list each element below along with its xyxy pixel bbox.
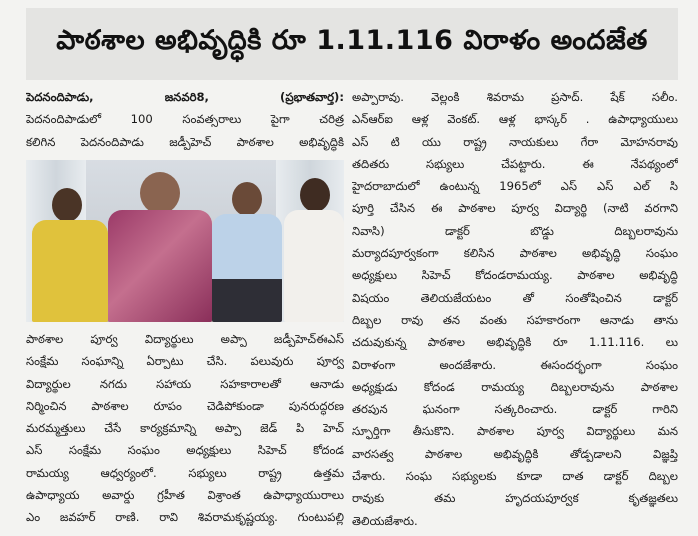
text-line: ఎస్ టి యు రాష్ట్ర నాయకులు గేరా మోహనరావు: [352, 134, 678, 149]
article-column-left-top: [26, 86, 344, 153]
text-line: విషయం తెలియజేయటం తో సంతోషించిన డాక్టర్: [352, 290, 678, 305]
person-member: [284, 178, 344, 322]
text-line: రావుకు తమ హృదయపూర్వక కృతజ్ఞతలు: [352, 491, 678, 506]
news-photo: [26, 160, 344, 322]
text-line: ఎం జవహర్ రాణి. రావి శివరామకృష్ణయ్య. గుంటుపల్లి: [26, 510, 344, 525]
text-line: అధ్యక్షులు సిహెచ్ కోదండరామయ్య. పాఠశాల అభివృద్ధి: [352, 268, 678, 283]
text-line: దిబ్బల రావు తన వంతు సహకారంగా ఆనాడు తాను: [352, 312, 678, 327]
text-line: పూర్తి చేసిన ఈ పాఠశాల పూర్వ విద్యార్థి (నాటి వరగాని: [352, 201, 678, 216]
dateline: పెదనందిపాడు, జనవరి8, (ప్రభాతవార్త):: [26, 90, 344, 104]
text-line: హైదరాబాదులో ఉంటున్న 1965లో ఎస్ ఎస్ ఎల్ సి: [352, 179, 678, 194]
text-line: అధ్యక్షుడు కోదండ రామయ్య దిబ్బలరావును పాఠశాల: [352, 379, 678, 394]
text-line: మరమ్మత్తులు చేసే కార్యక్రమాన్ని అప్పా జెడ్ పి హెచ్: [26, 421, 344, 436]
text-line: వారసత్వ పాఠశాల అభివృద్ధికి తోడ్పడాలని విజ్ఞప్తి: [352, 446, 678, 461]
person-woman: [30, 188, 110, 322]
text-line: తరపున ఘనంగా సత్కరించారు. డాక్టర్ గారిని: [352, 402, 678, 417]
person-presenter: [212, 182, 282, 322]
text-line: స్ఫూర్తిగా తీసుకొని. పాఠశాల పూర్వ విద్యార్థులు మన: [352, 424, 678, 439]
text-line: పాఠశాల పూర్వ విద్యార్థులు అప్పా జడ్పీహెచ్‌ఈఎస్: [26, 332, 344, 346]
headline: పాఠశాల అభివృద్ధికి రూ 1.11.116 విరాళం అందజేత: [26, 8, 678, 80]
article-column-left-bottom: [26, 328, 344, 529]
text-line: సంక్షేమ సంఘాన్ని ఏర్పాటు చేసి. పలువురు పూర్వ: [26, 354, 344, 369]
text-line: చదువుకున్న పాఠశాల అభివృద్ధికి రూ 1.11.116. లు: [352, 335, 678, 350]
article-column-right: [352, 86, 678, 532]
text-line: ఎన్ఆర్‌ఐ ఆళ్ల వెంకట్. ఆళ్ల భాస్కర్ . ఉపాధ్యాయులు: [352, 112, 678, 127]
text-line: నిర్మించిన పాఠశాల రూపం చెడిపోకుండా పునరుద్ధరణ: [26, 398, 344, 413]
text-line: తదితరు సభ్యులు చేపట్టారు. ఈ నేపథ్యంలో: [352, 156, 678, 171]
person-honoree: [108, 172, 212, 322]
text-line: రామయ్య ఆధ్వర్యంలో. సభ్యులు రాష్ట్ర ఉత్తమ: [26, 465, 344, 480]
text-line: నివాసి) డాక్టర్ బొడ్డు దిబ్బలరావును: [352, 223, 678, 238]
text-line: పెదనందిపాడులో 100 సంవత్సరాలు పైగా చరిత్ర: [26, 112, 344, 127]
text-line: చేశారు. సంఘ సభ్యులకు కూడా దాత డాక్టర్ దిబ్బల: [352, 469, 678, 484]
text-line: విరాళంగా అందజేశారు. ఈసందర్భంగా సంఘం: [352, 357, 678, 372]
text-line: అప్పారావు. వెల్లంకి శివరామ ప్రసాద్. షేక్ సలీం.: [352, 90, 678, 104]
text-line: ఉపాధ్యాయ అవార్డు గ్రహీత విశ్రాంత ఉపాధ్యాయురాలు: [26, 488, 344, 503]
text-line: విద్యార్థుల నగదు సహాయ సహకారాలతో ఆనాడు: [26, 376, 344, 391]
text-line: కలిగిన పెదనందిపాడు జడ్పీహెచ్ పాఠశాల అభివృద్ధికి: [26, 134, 344, 149]
text-line: మర్యాదపూర్వకంగా కలిసిన పాఠశాల అభివృద్ధి సంఘం: [352, 246, 678, 261]
text-line: ఎస్ సంక్షేమ సంఘం అధ్యక్షులు సిహెచ్ కోదండ: [26, 443, 344, 458]
text-line: తెలియజేశారు.: [352, 513, 418, 528]
